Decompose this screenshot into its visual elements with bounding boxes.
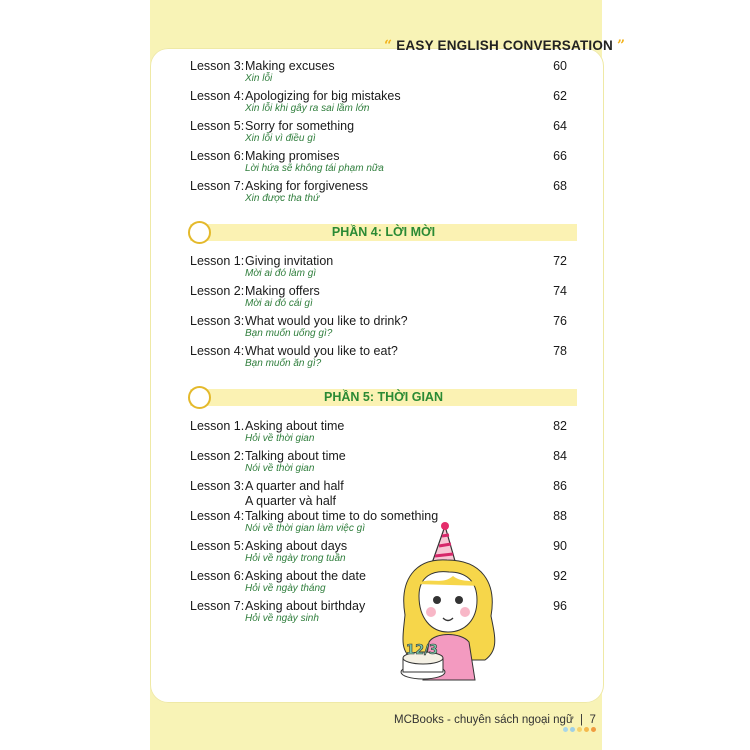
lesson-number: Lesson 3: [190,59,245,73]
lesson-subtitle: Nói về thời gian làm việc gì [245,523,365,534]
lesson-title: Making promises [245,149,340,163]
lesson-number: Lesson 2: [190,284,245,298]
book-title-header [384,38,625,54]
lesson-page: 88 [553,509,567,523]
page-number: 7 [589,714,596,726]
lesson-number: Lesson 7: [190,179,245,193]
lesson-subtitle: Xin lỗi khi gây ra sai lầm lớn [245,103,370,114]
lesson-page: 76 [553,314,567,328]
book-title: EASY ENGLISH CONVERSATION [396,38,613,53]
lesson-page: 92 [553,569,567,583]
lesson-page: 96 [553,599,567,613]
toc-entry[interactable] [190,314,570,344]
lesson-number: Lesson 3: [190,479,245,493]
lesson-subtitle: A quarter và half [245,494,337,508]
lesson-subtitle: Xin được tha thứ [245,193,320,204]
lesson-page: 78 [553,344,567,358]
dot-icon [591,727,596,732]
lesson-page: 84 [553,449,567,463]
lesson-number: Lesson 7: [190,599,245,613]
lesson-number: Lesson 1: [190,254,245,268]
lesson-title: What would you like to drink? [245,314,408,328]
toc-entry[interactable] [190,419,570,449]
footer-separator: | [580,714,584,726]
lesson-number: Lesson 6: [190,569,245,583]
lesson-title: Asking about days [245,539,348,553]
lesson-title: Talking about time [245,449,346,463]
lesson-page: 72 [553,254,567,268]
lesson-title: Talking about time to do something [245,509,439,523]
lesson-page: 66 [553,149,567,163]
lesson-number: Lesson 4: [190,344,245,358]
cake-number-text: 12/3 [406,643,438,658]
toc-entry[interactable] [190,179,570,209]
lesson-title: A quarter and half [245,479,344,493]
lesson-title: Asking about the date [245,569,366,583]
lesson-page: 62 [553,89,567,103]
toc-entry[interactable] [190,449,570,479]
lesson-subtitle: Bạn muốn uống gì? [245,328,333,339]
lesson-title: Asking for forgiveness [245,179,368,193]
lesson-title: Apologizing for big mistakes [245,89,401,103]
section-header-time [190,389,577,406]
lesson-subtitle: Xin lỗi [245,73,273,84]
lesson-number: Lesson 2: [190,449,245,463]
toc-entry[interactable] [190,284,570,314]
lesson-page: 64 [553,119,567,133]
lesson-subtitle: Mời ai đó cái gì [245,298,313,309]
lesson-number: Lesson 1. [190,419,245,433]
toc-entry[interactable] [190,149,570,179]
lesson-title: Giving invitation [245,254,334,268]
lesson-page: 74 [553,284,567,298]
lesson-subtitle: Hỏi về ngày tháng [245,583,326,594]
birthday-girl-illustration [395,520,515,692]
lesson-page: 60 [553,59,567,73]
lesson-title: What would you like to eat? [245,344,398,358]
lesson-title: Making excuses [245,59,335,73]
lesson-number: Lesson 5: [190,539,245,553]
lesson-subtitle: Hỏi về ngày trong tuần [245,553,346,564]
lesson-title: Asking about time [245,419,345,433]
toc-entry[interactable] [190,344,570,374]
lesson-subtitle: Bạn muốn ăn gì? [245,358,322,369]
lesson-subtitle: Xin lỗi vì điều gì [245,133,316,144]
dot-icon [563,727,568,732]
lesson-number: Lesson 5: [190,119,245,133]
lesson-subtitle: Hỏi về thời gian [245,433,315,444]
lesson-number: Lesson 4: [190,89,245,103]
lesson-subtitle: Mời ai đó làm gì [245,268,317,279]
section-header-invitations [190,224,577,241]
dot-icon [584,727,589,732]
toc-entry[interactable] [190,59,570,89]
toc-entry[interactable] [190,479,570,509]
section-title: PHẦN 4: LỜI MỜI [331,225,436,239]
lesson-subtitle: Nói về thời gian [245,463,315,474]
lesson-title: Sorry for something [245,119,355,133]
toc-entry[interactable] [190,119,570,149]
lesson-page: 68 [553,179,567,193]
lesson-subtitle: Hỏi về ngày sinh [245,613,319,624]
decorative-dots [563,719,598,737]
toc-entry[interactable] [190,254,570,284]
lesson-number: Lesson 6: [190,149,245,163]
lesson-title: Making offers [245,284,320,298]
lesson-number: Lesson 4: [190,509,245,523]
lesson-number: Lesson 3: [190,314,245,328]
lesson-title: Asking about birthday [245,599,366,613]
close-quote: ” [616,38,626,54]
footer-publisher: MCBooks - chuyên sách ngoại ngữ [394,714,574,726]
toc-entry[interactable] [190,89,570,119]
open-quote: “ [384,38,393,54]
dot-icon [570,727,575,732]
dot-icon [577,727,582,732]
lesson-page: 82 [553,419,567,433]
lesson-subtitle: Lời hứa sẽ không tái phạm nữa [245,163,384,174]
section-title: PHẦN 5: THỜI GIAN [323,390,443,404]
lesson-page: 86 [553,479,567,493]
lesson-page: 90 [553,539,567,553]
